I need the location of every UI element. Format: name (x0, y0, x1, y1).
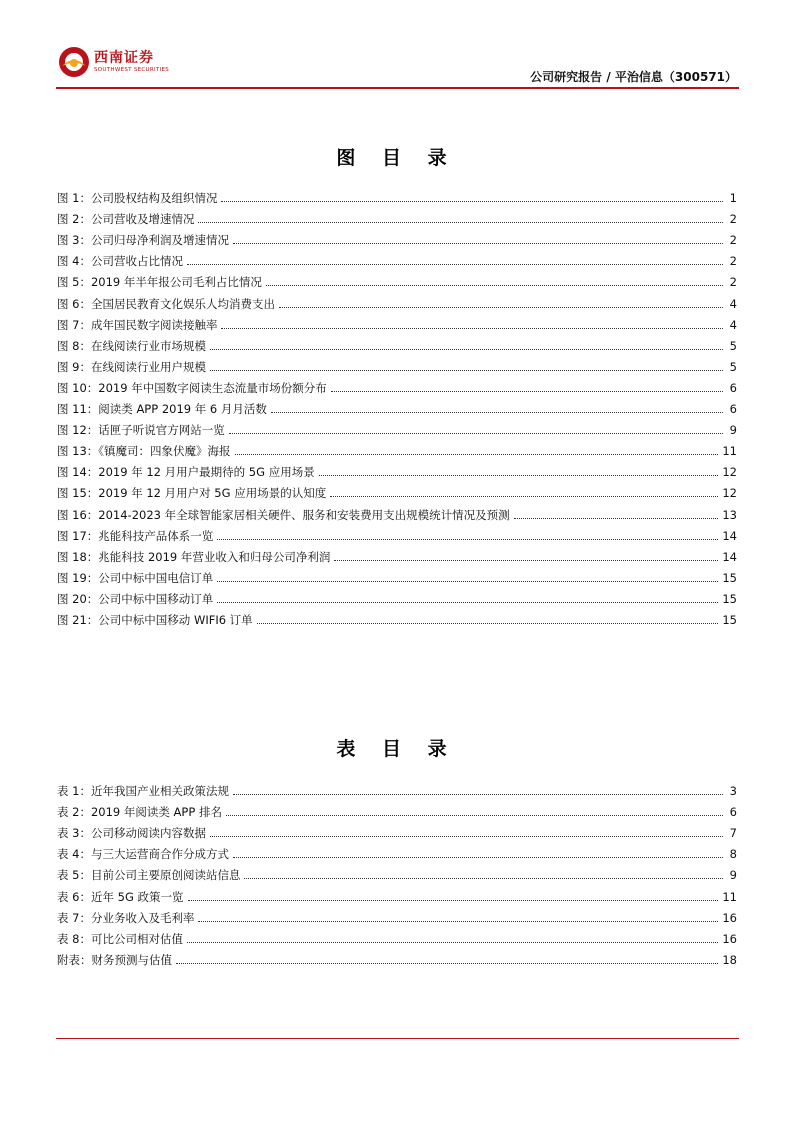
toc-entry-label: 表 2：2019 年阅读类 APP 排名 (57, 805, 222, 820)
toc-entry-page-number: 2 (729, 254, 737, 269)
dot-leader (226, 815, 723, 816)
dot-leader (187, 942, 718, 943)
dot-leader (279, 307, 723, 308)
company-logo (58, 46, 169, 78)
toc-entry-label: 图 13：《镇魔司：四象伏魔》海报 (57, 444, 231, 459)
figures-toc-title: 图 目 录 (336, 147, 457, 169)
toc-entry-page-number: 12 (722, 486, 737, 501)
toc-entry-label: 图 19：公司中标中国电信订单 (57, 570, 214, 585)
table-toc-entry[interactable] (57, 777, 737, 798)
table-toc-entry[interactable] (57, 840, 737, 861)
toc-entry-page-number: 16 (722, 910, 737, 925)
toc-entry-page-number: 15 (722, 591, 737, 606)
dot-leader (217, 581, 718, 582)
dot-leader (217, 539, 718, 540)
toc-entry-label: 图 11：阅读类 APP 2019 年 6 月月活数 (57, 402, 267, 417)
toc-entry-page-number: 5 (729, 338, 737, 353)
figure-toc-entry[interactable] (57, 564, 737, 585)
toc-entry-page-number: 3 (729, 784, 737, 799)
footer-divider (56, 1038, 739, 1039)
figure-toc-entry[interactable] (57, 226, 737, 247)
dot-leader (233, 243, 723, 244)
toc-entry-label: 图 14：2019 年 12 月用户最期待的 5G 应用场景 (57, 465, 315, 480)
figure-toc-entry[interactable] (57, 332, 737, 353)
figure-toc-entry[interactable] (57, 184, 737, 205)
figure-toc-entry[interactable] (57, 522, 737, 543)
table-toc-entry[interactable] (57, 946, 737, 967)
toc-entry-page-number: 4 (729, 317, 737, 332)
toc-entry-label: 表 4：与三大运营商合作分成方式 (57, 847, 229, 862)
toc-entry-page-number: 2 (729, 212, 737, 227)
toc-entry-label: 表 6：近年 5G 政策一览 (57, 889, 184, 904)
toc-entry-label: 图 7：成年国民数字阅读接触率 (57, 317, 218, 332)
toc-entry-label: 图 21：公司中标中国移动 WIFI6 订单 (57, 612, 253, 627)
toc-entry-page-number: 7 (729, 826, 737, 841)
logo-emblem-icon (58, 46, 90, 78)
dot-leader (244, 878, 723, 879)
report-title: 公司研究报告 / 平治信息（300571） (530, 70, 737, 84)
dot-leader (233, 794, 723, 795)
logo-name-cn: 西南证券 (94, 50, 154, 66)
figure-toc-entry[interactable] (57, 606, 737, 627)
figure-toc-entry[interactable] (57, 416, 737, 437)
toc-entry-page-number: 6 (729, 380, 737, 395)
dot-leader (221, 328, 723, 329)
toc-entry-page-number: 9 (729, 423, 737, 438)
toc-entry-label: 表 5：目前公司主要原创阅读站信息 (57, 868, 241, 883)
toc-entry-label: 图 3：公司归母净利润及增速情况 (57, 233, 229, 248)
figure-toc-entry[interactable] (57, 268, 737, 289)
dot-leader (330, 496, 718, 497)
toc-entry-page-number: 18 (722, 952, 737, 967)
logo-name-en: SOUTHWEST SECURITIES (94, 67, 170, 73)
figure-toc-entry[interactable] (57, 374, 737, 395)
toc-entry-label: 图 9：在线阅读行业用户规模 (57, 359, 206, 374)
toc-entry-page-number: 16 (722, 931, 737, 946)
figure-toc-entry[interactable] (57, 500, 737, 521)
figure-toc-entry[interactable] (57, 437, 737, 458)
toc-entry-label: 图 2：公司营收及增速情况 (57, 212, 195, 227)
toc-entry-page-number: 11 (722, 889, 737, 904)
table-toc-entry[interactable] (57, 819, 737, 840)
figure-toc-entry[interactable] (57, 479, 737, 500)
toc-entry-page-number: 12 (722, 465, 737, 480)
dot-leader (188, 900, 719, 901)
toc-entry-label: 表 7：分业务收入及毛利率 (57, 910, 195, 925)
dot-leader (210, 370, 723, 371)
toc-entry-label: 图 6：全国居民教育文化娱乐人均消费支出 (57, 296, 275, 311)
toc-entry-label: 表 8：可比公司相对估值 (57, 931, 183, 946)
toc-entry-page-number: 4 (729, 296, 737, 311)
toc-entry-page-number: 11 (722, 444, 737, 459)
figure-toc-entry[interactable] (57, 353, 737, 374)
toc-entry-page-number: 15 (722, 570, 737, 585)
dot-leader (331, 391, 723, 392)
dot-leader (198, 222, 723, 223)
toc-entry-label: 附表：财务预测与估值 (57, 952, 172, 967)
toc-entry-label: 图 5：2019 年半年报公司毛利占比情况 (57, 275, 262, 290)
toc-entry-label: 图 4：公司营收占比情况 (57, 254, 183, 269)
toc-entry-label: 图 20：公司中标中国移动订单 (57, 591, 214, 606)
figures-toc-list (57, 184, 737, 627)
toc-entry-page-number: 14 (722, 549, 737, 564)
toc-entry-label: 图 17：兆能科技产品体系一览 (57, 528, 214, 543)
toc-entry-label: 图 16：2014-2023 年全球智能家居相关硬件、服务和安装费用支出规模统计情况及预测 (57, 507, 510, 522)
toc-entry-page-number: 2 (729, 275, 737, 290)
toc-entry-page-number: 15 (722, 612, 737, 627)
figure-toc-entry[interactable] (57, 458, 737, 479)
dot-leader (266, 285, 723, 286)
table-toc-entry[interactable] (57, 904, 737, 925)
figure-toc-entry[interactable] (57, 289, 737, 310)
toc-entry-label: 表 1：近年我国产业相关政策法规 (57, 784, 229, 799)
figure-toc-entry[interactable] (57, 247, 737, 268)
dot-leader (221, 201, 723, 202)
dot-leader (176, 963, 718, 964)
toc-entry-label: 图 8：在线阅读行业市场规模 (57, 338, 206, 353)
dot-leader (257, 623, 719, 624)
table-toc-entry[interactable] (57, 882, 737, 903)
tables-toc-title: 表 目 录 (336, 738, 457, 760)
dot-leader (334, 560, 718, 561)
toc-entry-label: 图 1：公司股权结构及组织情况 (57, 191, 218, 206)
dot-leader (229, 433, 723, 434)
toc-entry-page-number: 6 (729, 805, 737, 820)
toc-entry-page-number: 8 (729, 847, 737, 862)
toc-entry-page-number: 9 (729, 868, 737, 883)
toc-entry-label: 表 3：公司移动阅读内容数据 (57, 826, 206, 841)
toc-entry-label: 图 15：2019 年 12 月用户对 5G 应用场景的认知度 (57, 486, 327, 501)
dot-leader (235, 454, 719, 455)
dot-leader (198, 921, 718, 922)
dot-leader (217, 602, 718, 603)
dot-leader (271, 412, 723, 413)
toc-entry-page-number: 5 (729, 359, 737, 374)
dot-leader (210, 836, 723, 837)
dot-leader (319, 475, 719, 476)
figure-toc-entry[interactable] (57, 543, 737, 564)
toc-entry-label: 图 12：话匣子听说官方网站一览 (57, 423, 225, 438)
table-toc-entry[interactable] (57, 861, 737, 882)
figure-toc-entry[interactable] (57, 585, 737, 606)
dot-leader (187, 264, 723, 265)
dot-leader (514, 518, 719, 519)
table-toc-entry[interactable] (57, 798, 737, 819)
figure-toc-entry[interactable] (57, 311, 737, 332)
header-divider (56, 87, 739, 89)
figure-toc-entry[interactable] (57, 395, 737, 416)
dot-leader (233, 857, 723, 858)
table-toc-entry[interactable] (57, 925, 737, 946)
toc-entry-page-number: 2 (729, 233, 737, 248)
figure-toc-entry[interactable] (57, 205, 737, 226)
toc-entry-page-number: 14 (722, 528, 737, 543)
toc-entry-page-number: 6 (729, 402, 737, 417)
toc-entry-page-number: 1 (729, 191, 737, 206)
toc-entry-page-number: 13 (722, 507, 737, 522)
dot-leader (210, 349, 723, 350)
tables-toc-list (57, 777, 737, 967)
toc-entry-label: 图 10：2019 年中国数字阅读生态流量市场份额分布 (57, 380, 327, 395)
toc-entry-label: 图 18：兆能科技 2019 年营业收入和归母公司净利润 (57, 549, 331, 564)
